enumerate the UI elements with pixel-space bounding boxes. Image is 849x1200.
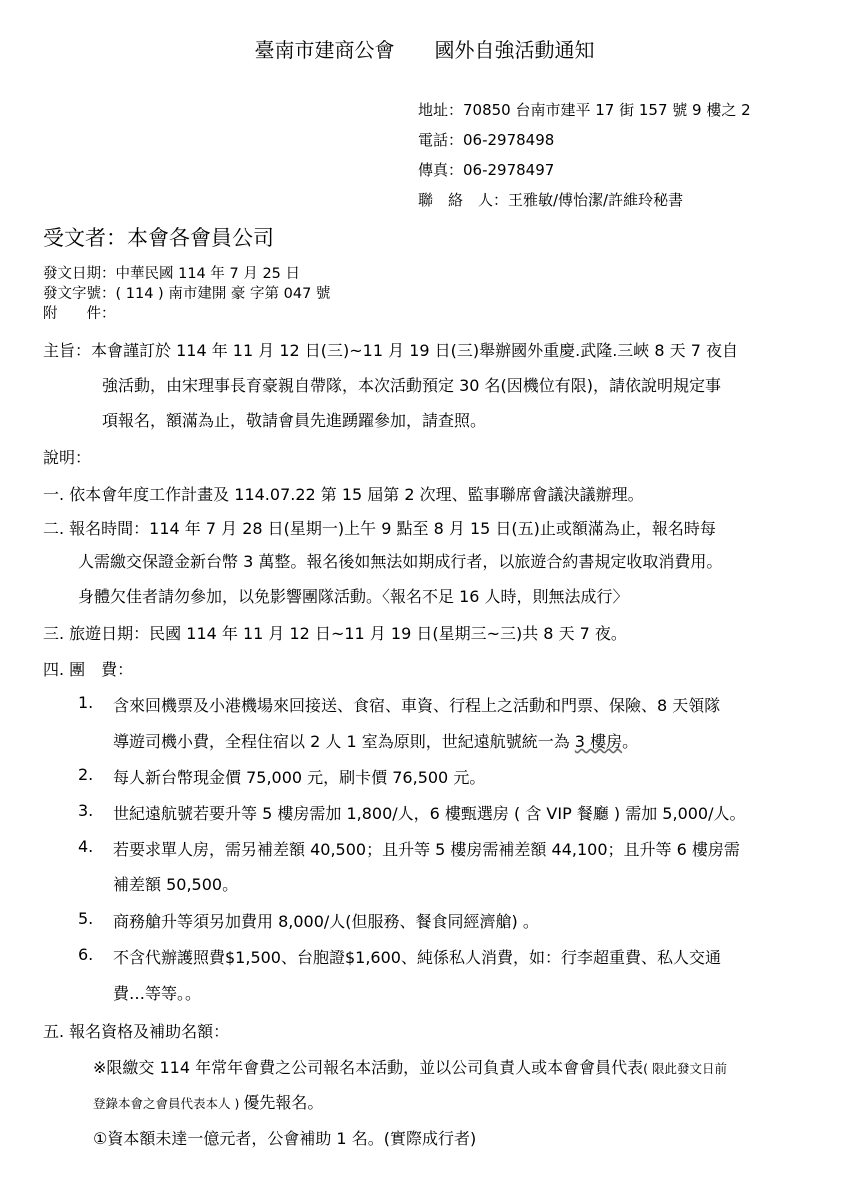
issue-ref: 發文字號：( 114 ) 南市建開 豪 字第 047 號 <box>43 286 331 302</box>
attachment: 附 件： <box>43 306 116 322</box>
contact-person: 聯 絡 人：王雅敏/傅怡潔/許維玲秘書 <box>418 191 684 209</box>
qualification-line-3: ①資本額未達一億元者，公會補助 1 名。(實際成行者) <box>93 1129 477 1148</box>
fee-item-1-text: 導遊司機小費，全程住宿以 2 人 1 室為原則，世紀遠航號統一為 <box>113 732 575 751</box>
fee-item-4-line-2: 補差額 50,500。 <box>113 875 239 894</box>
fee-item-6-number: 6. <box>78 945 94 964</box>
fee-item-4-line-1: 若要求單人房，需另補差額 40,500；且升等 5 樓房需補差額 44,100；且升等 6 樓房需 <box>113 840 740 859</box>
fee-item-1-number: 1. <box>78 693 94 712</box>
org-name: 臺南市建商公會 <box>254 38 395 62</box>
subject-line-3: 項報名，額滿為止，敬請會員先進踴躍參加，請查照。 <box>102 411 487 430</box>
section-3: 三. 旅遊日期：民國 114 年 11 月 12 日~11 月 19 日(星期三~三)共 8 天 7 夜。 <box>43 624 627 643</box>
section-1: 一. 依本會年度工作計畫及 114.07.22 第 15 屆第 2 次理、監事聯席會議決議辦理。 <box>43 485 644 504</box>
contact-fax: 傳真：06-2978497 <box>418 161 555 179</box>
qualification-note: ( 限此發文日前 <box>643 1061 727 1076</box>
recipient: 受文者：本會各會員公司 <box>43 226 274 250</box>
notice-subject: 國外自強活動通知 <box>434 38 595 62</box>
issue-date: 發文日期：中華民國 114 年 7 月 25 日 <box>43 266 301 282</box>
fee-item-3: 世紀遠航號若要升等 5 樓房需加 1,800/人，6 樓甄選房 ( 含 VIP 餐廳 ) 需加 5,000/人。 <box>113 804 746 823</box>
fee-item-2: 每人新台幣現金價 75,000 元，刷卡價 76,500 元。 <box>113 768 486 787</box>
fee-item-1-line-1: 含來回機票及小港機場來回接送、食宿、車資、行程上之活動和門票、保險、8 天領隊 <box>113 696 721 715</box>
contact-phone: 電話：06-2978498 <box>418 131 555 149</box>
subject-line-1: 主旨：本會謹訂於 114 年 11 月 12 日(三)~11 月 19 日(三)舉辦國外重慶.武隆.三峽 8 天 7 夜自 <box>43 341 739 360</box>
qualification-line-1 <box>93 1055 727 1078</box>
explain-label: 說明： <box>43 448 92 467</box>
qualification-text: ※限繳交 114 年常年會費之公司報名本活動，並以公司負責人或本會會員代表 <box>93 1058 644 1077</box>
fee-item-1-highlight: 3 樓房 <box>574 732 623 751</box>
fee-item-6-line-1: 不含代辦護照費$1,500、台胞證$1,600、純係私人消費，如：行李超重費、私人交通 <box>113 948 721 967</box>
fee-item-1-period: 。 <box>622 732 639 751</box>
fee-item-1-line-2 <box>113 729 638 752</box>
qualification-note-cont: 登錄本會之會員代表本人 ) <box>93 1096 244 1111</box>
section-2-line-1: 二. 報名時間：114 年 7 月 28 日(星期一)上午 9 點至 8 月 15 日(五)止或額滿為止，報名時每 <box>43 519 716 538</box>
section-2-line-2: 人需繳交保證金新台幣 3 萬整。報名後如無法如期成行者，以旅遊合約書規定收取消費用。 <box>78 552 723 571</box>
fee-item-4-number: 4. <box>78 837 94 856</box>
section-4: 四. 團 費： <box>43 660 134 679</box>
section-5: 五. 報名資格及補助名額： <box>43 1022 230 1041</box>
fee-item-3-number: 3. <box>78 801 94 820</box>
contact-address: 地址：70850 台南市建平 17 街 157 號 9 樓之 2 <box>418 101 751 119</box>
fee-item-6-line-2: 費…等等。。 <box>113 984 202 1003</box>
subject-line-2: 強活動，由宋理事長育豪親自帶隊，本次活動預定 30 名(因機位有限)，請依說明規定事 <box>102 376 722 395</box>
fee-item-2-number: 2. <box>78 765 94 784</box>
qualification-priority: 優先報名。 <box>243 1093 324 1112</box>
qualification-line-2 <box>93 1090 323 1113</box>
section-2-line-3: 身體欠佳者請勿參加，以免影響團隊活動。〈報名不足 16 人時，則無法成行〉 <box>78 587 629 606</box>
fee-item-5: 商務艙升等須另加費用 8,000/人(但服務、餐食同經濟艙) 。 <box>113 912 539 931</box>
fee-item-5-number: 5. <box>78 909 94 928</box>
document-title <box>0 34 849 63</box>
